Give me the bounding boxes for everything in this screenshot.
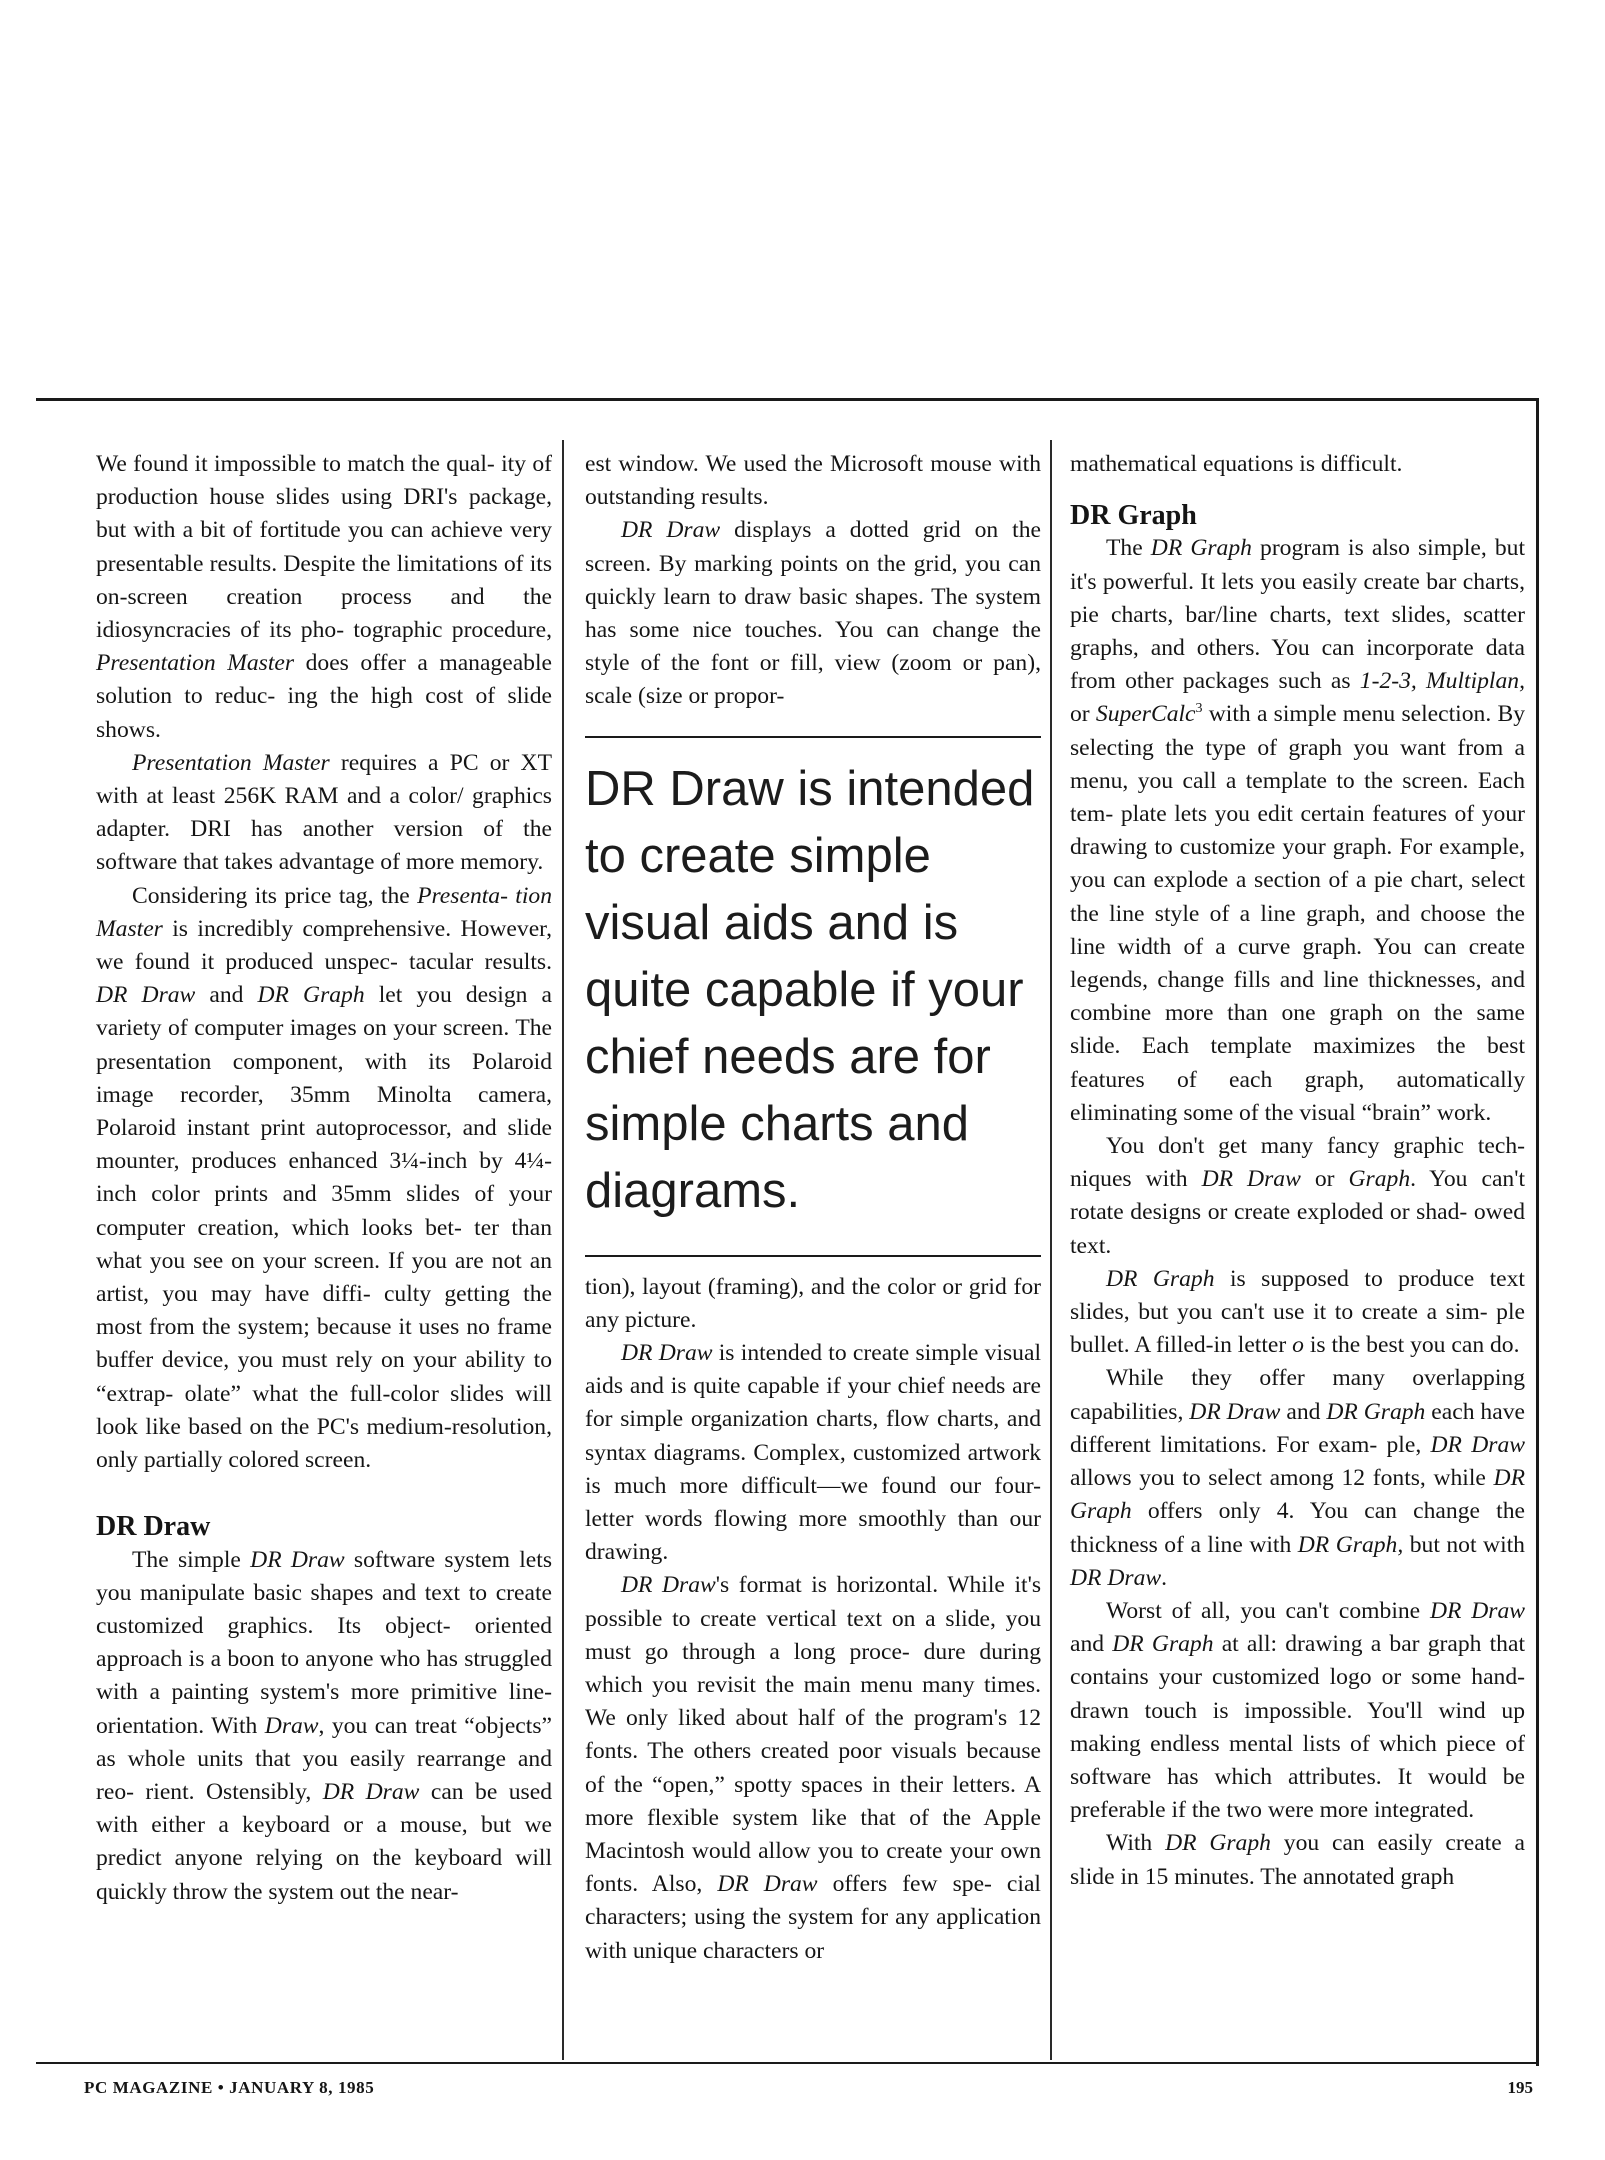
- pull-quote: [585, 736, 1041, 1257]
- section-heading-dr-draw: DR Draw: [96, 1511, 211, 1543]
- paragraph: tion), layout (framing), and the color or grid for any picture.: [585, 1273, 1041, 1333]
- paragraph: Presentation Master requires a PC or XT with at least 256K RAM and a color/ graphics adapter. DRI has another version of the software that takes advantage of more memory.: [96, 749, 553, 876]
- footer-publication: PC MAGAZINE • JANUARY 8, 1985: [84, 2078, 375, 2097]
- paragraph: est window. We used the Microsoft mouse with outstanding results.: [585, 451, 1041, 511]
- paragraph: You don't get many fancy graphic tech- niques with DR Draw or Graph. You can't rotate designs or create exploded or shad- owed text.: [1070, 1133, 1526, 1259]
- paragraph: The simple DR Draw software system lets you manipulate basic shapes and text to create customized graphics. Its object- oriented approach is a boon to anyone who has struggled with a painting system's more primitive line-orientation. With Draw, you can treat “objects” as whole units that you easily rearrange and reo- rient. Ostensibly, DR Draw can be used with either a keyboard or a mouse, but we predict anyone relying on the keyboard will quickly throw the system out the near-: [96, 1546, 553, 1905]
- column-rule-1: [562, 440, 564, 2060]
- paragraph: DR Draw's format is horizontal. While it's possible to create vertical text on a slide, you must go through a long proce- dure during which you revisit the main menu many times. We only liked about half of the program's 12 fonts. The others created poor visuals because of the “open,” spotty spaces in their letters. A more flexible system like that of the Apple Macintosh would allow you to create your own fonts. Also, DR Draw offers few spe- cial characters; using the system for any application with unique characters or: [585, 1572, 1041, 1964]
- paragraph: DR Draw displays a dotted grid on the screen. By marking points on the grid, you can quickly learn to draw basic shapes. The system has some nice touches. You can change the style of the font or fill, view (zoom or pan), scale (size or propor-: [585, 517, 1041, 710]
- paragraph: mathematical equations is difficult.: [1070, 451, 1403, 477]
- paragraph: DR Graph is supposed to produce text slides, but you can't use it to create a sim- ple bullet. A filled-in letter o is the best you can do.: [1070, 1265, 1525, 1359]
- page-number: 195: [1507, 2078, 1533, 2097]
- paragraph: Considering its price tag, the Presenta- tion Master is incredibly comprehensive. However, we found it produced unspec- tacular results. DR Draw and DR Graph let you design a variety of computer images on your screen. The presentation component, with its Polaroid image recorder, 35mm Minolta camera, Polaroid instant print autoprocessor, and slide mounter, produces enhanced 3¼-inch by 4¼-inch color prints and 35mm slides of your computer creation, which looks bet- ter than what you see on your screen. If you are not an artist, you may have diffi- culty getting the most from the system; because it uses no frame buffer device, you must rely on your ability to “extrap- olate” what the full-color slides will look like based on the PC's medium-resolution, only partially colored screen.: [96, 882, 552, 1474]
- pull-quote-text: DR Draw is intended to create simple visual aids and is quite capable if your chief needs are for simple charts and diagrams.: [585, 761, 1035, 1218]
- paragraph: DR Draw is intended to create simple visual aids and is quite capable if your chief needs are for simple organization charts, flow charts, and syntax diagrams. Complex, customized artwork is much more difficult—we found our four-letter words flowing more smoothly than our drawing.: [585, 1340, 1041, 1566]
- paragraph: We found it impossible to match the qual- ity of production house slides using DRI's package, but with a bit of fortitude you can achieve very presentable results. Despite the limitations of its on-screen creation process and the idiosyncracies of its pho- tographic procedure, Presentation Master does offer a manageable solution to reduc- ing the high cost of slide shows.: [96, 451, 553, 743]
- paragraph: While they offer many overlapping capabilities, DR Draw and DR Graph each have different limitations. For exam- ple, DR Draw allows you to select among 12 fonts, while DR Graph offers only 4. You can change the thickness of a line with DR Graph, but not with DR Draw.: [1070, 1365, 1526, 1591]
- column-rule-2: [1050, 440, 1052, 2060]
- paragraph: Worst of all, you can't combine DR Draw and DR Graph at all: drawing a bar graph that contains your customized logo or some hand-drawn touch is impossible. You'll wind up making endless mental lists of which piece of software has which attributes. It would be preferable if the two were more integrated.: [1070, 1597, 1525, 1824]
- paragraph: With DR Graph you can easily create a slide in 15 minutes. The annotated graph: [1070, 1830, 1525, 1890]
- footer-rule: [36, 2062, 1539, 2064]
- paragraph: The DR Graph program is also simple, but it's powerful. It lets you easily create bar charts, pie charts, bar/line charts, text slides, scatter graphs, and others. You can incorporate data from other packages such as 1-2-3, Multiplan, or SuperCalc$^3$ with a simple menu selection. By selecting the type of graph you want from a menu, you call a template to the screen. Each tem- plate lets you edit certain features of your drawing to customize your graph. For example, you can explode a section of a pie chart, select the line style of a line graph, and choose the line width of a curve graph. You can create legends, change fills and line thicknesses, and combine more than one graph on the same slide. Each template maximizes the best features of each graph, automatically eliminating some of the visual “brain” work.: [1070, 535, 1525, 1126]
- column-1: [96, 448, 552, 1909]
- column-3: [1070, 448, 1525, 1894]
- section-heading-dr-graph: DR Graph: [1070, 500, 1197, 532]
- column-2: [585, 448, 1041, 1968]
